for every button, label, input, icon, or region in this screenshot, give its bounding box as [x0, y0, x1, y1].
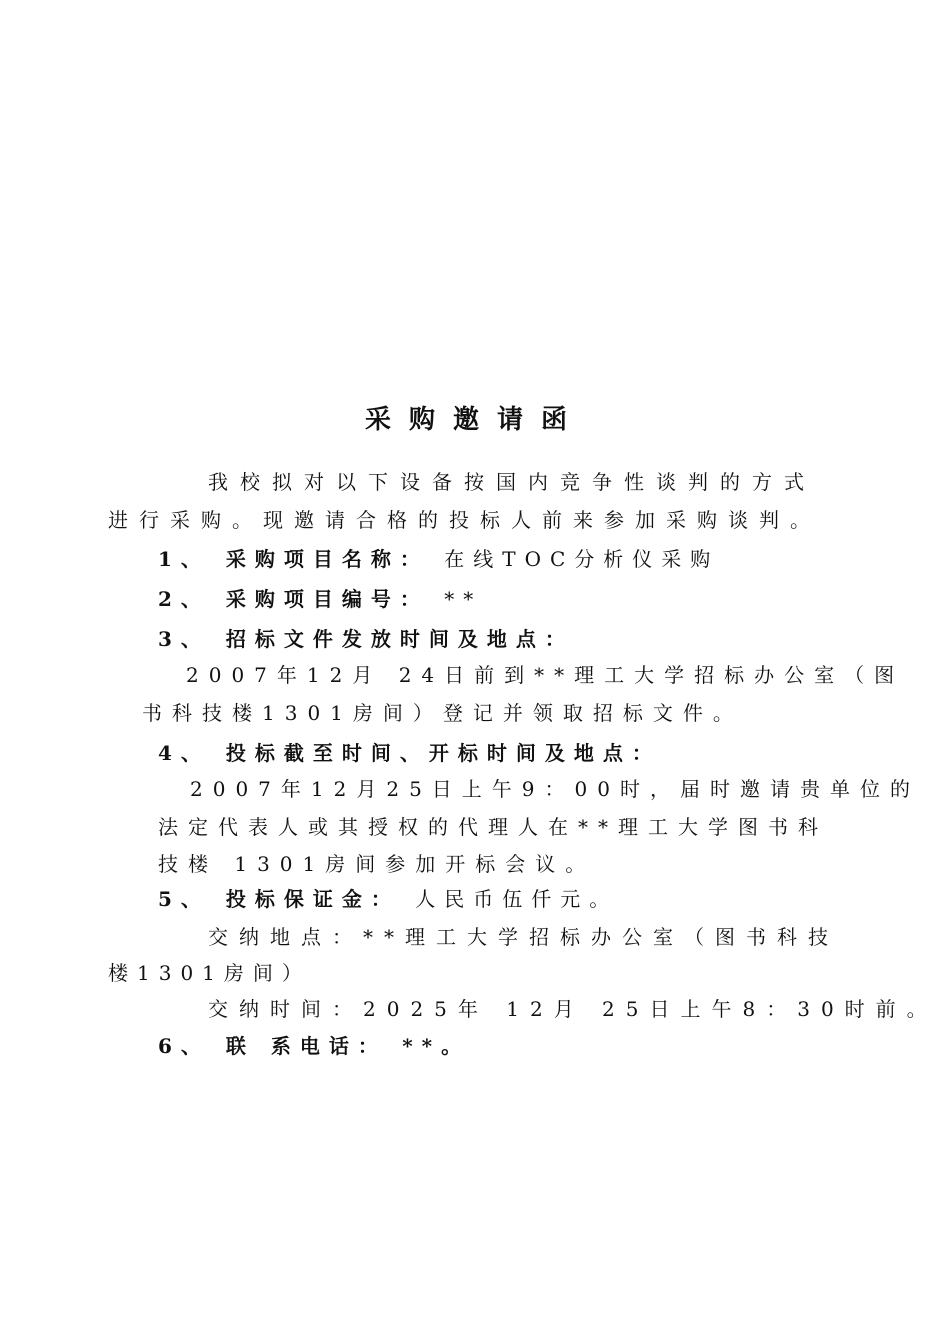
item-2: [158, 586, 482, 612]
document-title: 采购邀请函: [364, 405, 585, 435]
item-6: [158, 1033, 470, 1059]
item-5-label: 5、 投标保证金：: [158, 887, 400, 911]
item-3-text-2: 书科技楼1301房间）登记并领取招标文件。: [142, 701, 743, 725]
item-1-value: 在线TOC分析仪采购: [444, 547, 720, 571]
item-6-label: 6、 联 系电话：: [158, 1034, 387, 1058]
item-3-label: 3、 招标文件发放时间及地点：: [158, 627, 574, 651]
item-2-label: 2、 采购项目编号：: [158, 587, 429, 611]
item-3-text-1: 2007年12月 24日前到**理工大学招标办公室（图: [186, 663, 905, 687]
item-6-value: **。: [402, 1034, 471, 1058]
item-4-text-2: 法定代表人或其授权的代理人在**理工大学图书科: [158, 815, 828, 839]
item-4-text-3: 技楼 1301房间参加开标会议。: [158, 852, 596, 876]
item-5-place-2: 楼1301房间）: [108, 961, 311, 985]
item-4-label: 4、 投标截至时间、开标时间及地点：: [158, 741, 661, 765]
item-4-text-1: 2007年12月25日上午9：00时，届时邀请贵单位的: [190, 777, 920, 801]
item-1: [158, 546, 719, 572]
item-5: [158, 886, 618, 912]
item-5-time: 交纳时间：2025年 12月 25日上午8：30时前。: [208, 997, 938, 1021]
intro-line-2: 进行采购。现邀请合格的投标人前来参加采购谈判。: [108, 508, 821, 532]
item-2-value: **: [444, 587, 483, 611]
item-5-value: 人民币伍仟元。: [415, 887, 619, 911]
item-1-label: 1、 采购项目名称：: [158, 547, 429, 571]
intro-line-1: 我校拟对以下设备按国内竞争性谈判的方式: [208, 470, 816, 494]
item-5-place-1: 交纳地点：**理工大学招标办公室（图书科技: [208, 925, 839, 949]
